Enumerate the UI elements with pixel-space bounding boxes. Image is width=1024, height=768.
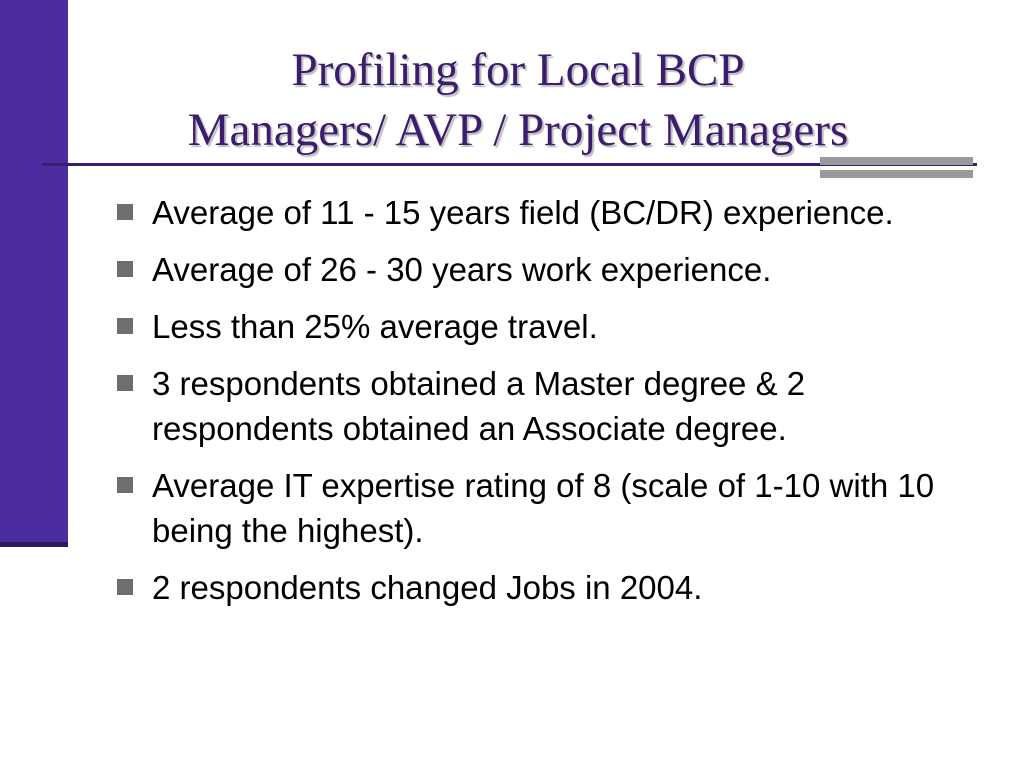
square-bullet-icon [117,261,133,277]
square-bullet-icon [117,318,133,334]
bullet-text: 3 respondents obtained a Master degree & 2 respondents obtained an Associate degree. [152,365,806,447]
side-accent-bar-edge [0,542,68,547]
bullet-item [116,463,976,553]
bullet-item [116,565,976,610]
bullet-text: Less than 25% average travel. [152,308,598,345]
bullet-item [116,304,976,349]
square-bullet-icon [117,579,133,595]
title-divider-accent-top [820,157,973,165]
title-divider-accent-bottom [820,170,973,178]
slide-title [68,40,968,160]
slide-title-line-2: Managers/ AVP / Project Managers [187,104,849,156]
square-bullet-icon [117,375,133,391]
side-accent-bar [0,0,68,544]
bullet-text: Average IT expertise rating of 8 (scale of 1-10 with 10 being the highest). [152,467,935,549]
bullet-item [116,361,976,451]
bullet-item [116,247,976,292]
bullet-list [116,190,976,622]
slide-title-line-1: Profiling for Local BCP [291,44,745,96]
square-bullet-icon [117,204,133,220]
bullet-text: 2 respondents changed Jobs in 2004. [152,569,703,606]
bullet-item [116,190,976,235]
square-bullet-icon [117,477,133,493]
bullet-text: Average of 26 - 30 years work experience. [152,251,772,288]
bullet-text: Average of 11 - 15 years field (BC/DR) experience. [152,194,894,231]
